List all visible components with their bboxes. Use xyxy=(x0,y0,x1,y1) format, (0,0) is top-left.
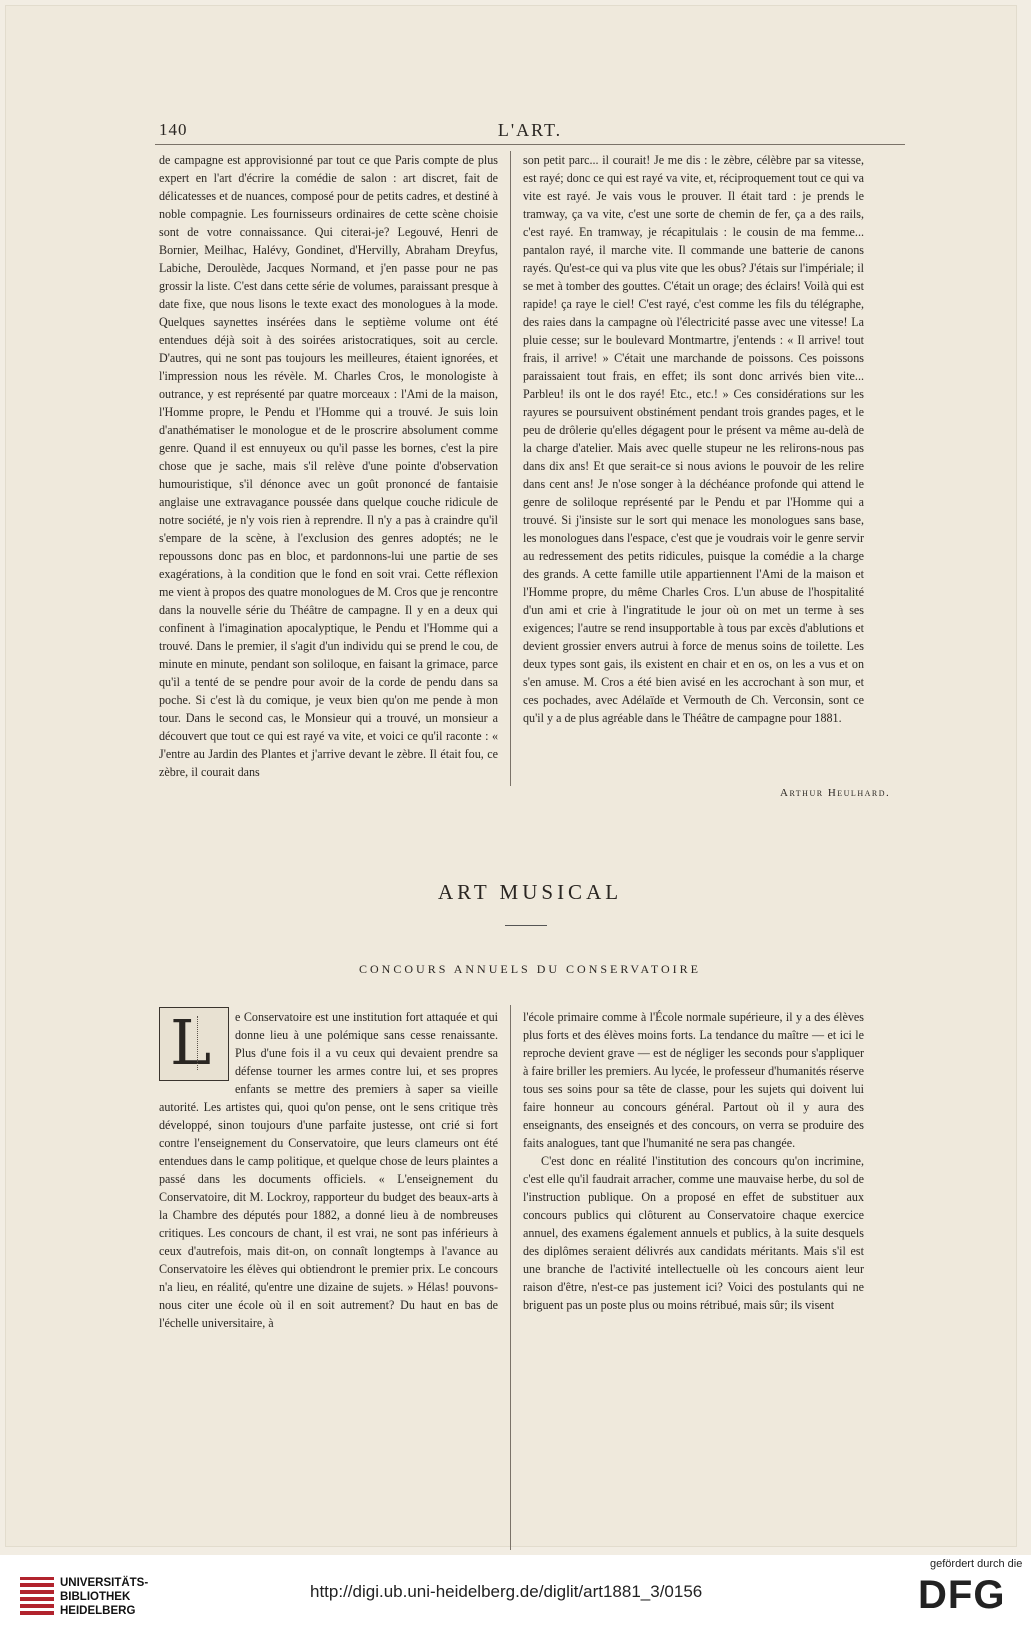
column-divider-lower xyxy=(510,1005,511,1550)
article1-column-right xyxy=(523,151,864,763)
author-signature: Arthur Heulhard. xyxy=(780,787,891,799)
journal-page xyxy=(6,6,1016,1546)
institution-name xyxy=(60,1576,148,1618)
university-library-logo-icon xyxy=(20,1577,54,1615)
column-divider xyxy=(510,151,511,786)
dropcap-letter: L xyxy=(170,1006,212,1079)
running-title: L'ART. xyxy=(497,120,563,140)
funding-caption: gefördert durch die xyxy=(930,1558,1023,1570)
article1-right-paragraph: son petit parc... il courait! Je me dis : le zèbre, célèbre par sa vitesse, est rayé; donc ce qui est rayé va vite, et, réciproquement tout ce qui va vite est rayé. Je vais vous le prouver. Il était tard : je prends le tramway, ça va vite, c'est une sorte de chemin de fer, ça a des rails, c'est rayé. En tramway, je récapitulais : le cousin de ma femme... pantalon rayé, il marche vite. Il commande une batterie de canons rayés. Qu'est-ce qui va plus vite que les obus? J'étais sur l'impériale; il se met à tomber des gouttes. C'était un orage; des éclairs! Voilà qui est rapide! ça raye le ciel! C'est rayé, c'est comme les fils du télégraphe, des raies dans la campagne où l'électricité passe avec une vitesse! La pluie cesse; sur le boulevard Montmartre, j'entends : « Il arrive! tout frais, il arrive! » C'était une marchande de poissons. Ces poissons paraissaient tout frais, en effet; ils sont donc arrivés bien vite... Parbleu! ils ont le dos rayé! Etc., etc.! » Ces considérations sur les rayures se poursuivent obstinément pendant trois grandes pages, et le peu de drôlerie qu'elles dégagent pour le présent va même au-delà de la charge d'atelier. Mais avec quelle stupeur ne les relirons-nous pas dans dix ans! Et que serait-ce si nous avions le pouvoir de les relire dans cent ans! Je n'ose songer à la déchéance profonde qui attend le genre de soliloque représenté par le Pendu et par l'Homme qui a trouvé. Si j'insiste sur le sort qui menace les monologues sans base, les monologues dans l'espace, c'est que je voudrais voir le genre servir au redressement des petits ridicules, puisque la comédie a la charge des grands. A cette famille utile appartiennent l'Ami de la maison et l'Homme propre, du même Charles Cros. L'un abuse de l'hospitalité d'un ami et crie à l'ingratitude le jour où on met un terme à ses exigences; l'autre se rend insupportable à tous par excès d'ablutions et devient grossier envers autrui à force de menus soins de toilette. Les deux types sont gais, ils existent en chair et en os, on les a vus et on s'en amuse. M. Cros a été bien avisé en les accrochant à son mur, et ces pochades, avec Adélaïde et Vermouth de Ch. Verconsin, sont ce qu'il y a de plus agréable dans le Théâtre de campagne pour 1881. xyxy=(523,153,864,725)
section-rule xyxy=(505,925,547,926)
dfg-logo: DFG xyxy=(918,1573,1006,1617)
article2-column-left xyxy=(159,1008,498,1555)
dropcap-float-spacer xyxy=(159,1008,235,1082)
viewer-footer xyxy=(0,1555,1031,1635)
institution-line-1: UNIVERSITÄTS- xyxy=(60,1577,149,1589)
header-rule xyxy=(155,144,905,145)
institution-line-2: BIBLIOTHEK xyxy=(60,1591,131,1603)
page-number: 140 xyxy=(159,120,188,139)
institution-line-3: HEIDELBERG xyxy=(60,1605,136,1617)
article2-right-paragraph-1: l'école primaire comme à l'École normale supérieure, il y a des élèves plus forts et des élèves moins forts. La tendance du maître — et ici le reproche devient grave — est de négliger les seconds pour s'appliquer à faire briller les premiers. Au lycée, le professeur d'humanités réserve tous ses soins pour sa tête de classe, pour les sujets qui doivent lui faire honneur au concours général. Partout où il y aura des enseignants, des enseignés et des concours, on verra se produire des faits analogues, tant que l'humanité ne sera pas changée. xyxy=(523,1010,864,1150)
article2-left-paragraph: e Conservatoire est une institution fort attaquée et qui donne lieu à une polémique sans cesse renaissante. Plus d'une fois il a vu ceux qui devaient prendre sa défense tourner les armes contre lui, et ses propres enfants se mettre des premiers à saper sa vieille autorité. Les artistes qui, quoi qu'on pense, ont le sens critique très développé, sinon toujours d'une parfaite justesse, ont crié si fort contre l'enseignement du Conservatoire, que leurs clameurs ont été entendues dans le camp politique, et quelque chose de leurs plaintes a passé dans les documents officiels. « L'enseignement du Conservatoire, dit M. Lockroy, rapporteur du budget des beaux-arts à la Chambre des députés pour 1882, a donné lieu à de nombreuses critiques. Les concours de chant, il est vrai, ne sont pas inférieurs à ceux d'autrefois, mais dit-on, on connaît longtemps à l'avance au Conservatoire les élèves qui obtiendront le premier prix. Le concours n'a lieu, en réalité, qu'entre une dizaine de sujets. » Hélas! pouvons-nous citer une école où il en soit autrement? Du haut en bas de l'échelle universitaire, à xyxy=(159,1010,498,1330)
section-subtitle: CONCOURS ANNUELS DU CONSERVATOIRE xyxy=(359,962,701,976)
article1-column-left xyxy=(159,151,498,786)
article2-column-right xyxy=(523,1008,864,1548)
permalink-url[interactable]: http://digi.ub.uni-heidelberg.de/diglit/art1881_3/0156 xyxy=(310,1582,703,1601)
section-title: ART MUSICAL xyxy=(437,880,623,904)
article2-right-paragraph-2: C'est donc en réalité l'institution des concours qu'on incrimine, c'est elle qu'il faudrait arracher, comme une mauvaise herbe, du sol de l'instruction publique. On a proposé en effet de substituer aux concours publics qui clôturent au Conservatoire chaque exercice annuel, des examens également annuels et publics, à la suite desquels des diplômes seraient délivrés aux candidats méritants. Mais s'il est une branche de l'activité intellectuelle où les concours aient leur raison d'être, n'est-ce pas justement ici? Voici des postulants qui ne briguent pas un poste plus ou moins rétribué, mais sûr; ils visent xyxy=(523,1154,864,1312)
article1-left-paragraph: de campagne est approvisionné par tout ce que Paris compte de plus expert en l'art d'écrire la comédie de salon : art discret, fait de délicatesses et de nuances, composé pour de petits cadres, et destiné à noble compagnie. Les fournisseurs ordinaires de cette scène choisie sont de votre connaissance. Qui citerai-je? Legouvé, Henri de Bornier, Meilhac, Halévy, Gondinet, d'Hervilly, Abraham Dreyfus, Labiche, Deroulède, Jacques Normand, et j'en passe pour ne pas grossir la liste. C'est dans cette série de volumes, paraissant presque à date fixe, que nous lisons le texte exact des monologues à la mode. Quelques saynettes insérées dans le septième volume ont été entendues déjà soit à des soirées aristocratiques, soit au cercle. D'autres, qui ne sont pas toujours les meilleures, étaient ignorées, et l'impression nous les révèle. M. Charles Cros, le monologiste à outrance, y est représenté par quatre morceaux : l'Ami de la maison, l'Homme propre, le Pendu et l'Homme qui a trouvé. Je suis loin d'anathématiser le monologue et de le proscrire absolument comme genre. Quand il est ennuyeux ou qu'il passe les bornes, c'est la pire chose que je sache, mais s'il relève d'une pointe d'observation humouristique, s'il dénonce avec un goût prononcé de fantaisie anglaise une extravagance poussée dans quelque couche ridicule de notre société, je n'y vois rien à reprendre. Il n'y a pas à craindre qu'il s'empare de la scène, à l'exclusion des genres adoptés; ne le repoussons donc pas en bloc, et pardonnons-lui une partie de ses exagérations, à la condition que le fond en soit vrai. Cette réflexion me vient à propos des quatre monologues de M. Cros que je rencontre dans la nouvelle série du Théâtre de campagne. Il y en a deux qui confinent à l'imagination apocalyptique, le Pendu et l'Homme qui a trouvé. Dans le premier, il s'agit d'un individu qui se prend le cou, de minute en minute, pendant son soliloque, en faisant la grimace, parce qu'il a tenté de se pendre pour avoir de la corde de pendu dans sa poche. Si c'est là du comique, je veux bien qu'on me pende à mon tour. Dans le second cas, le Monsieur qui a trouvé, un monsieur a découvert que tout ce qui est rayé va vite, et voici ce qu'il raconte : « J'entre au Jardin des Plantes et j'arrive devant le zèbre. Il était fou, ce zèbre, il courait dans xyxy=(159,153,498,779)
